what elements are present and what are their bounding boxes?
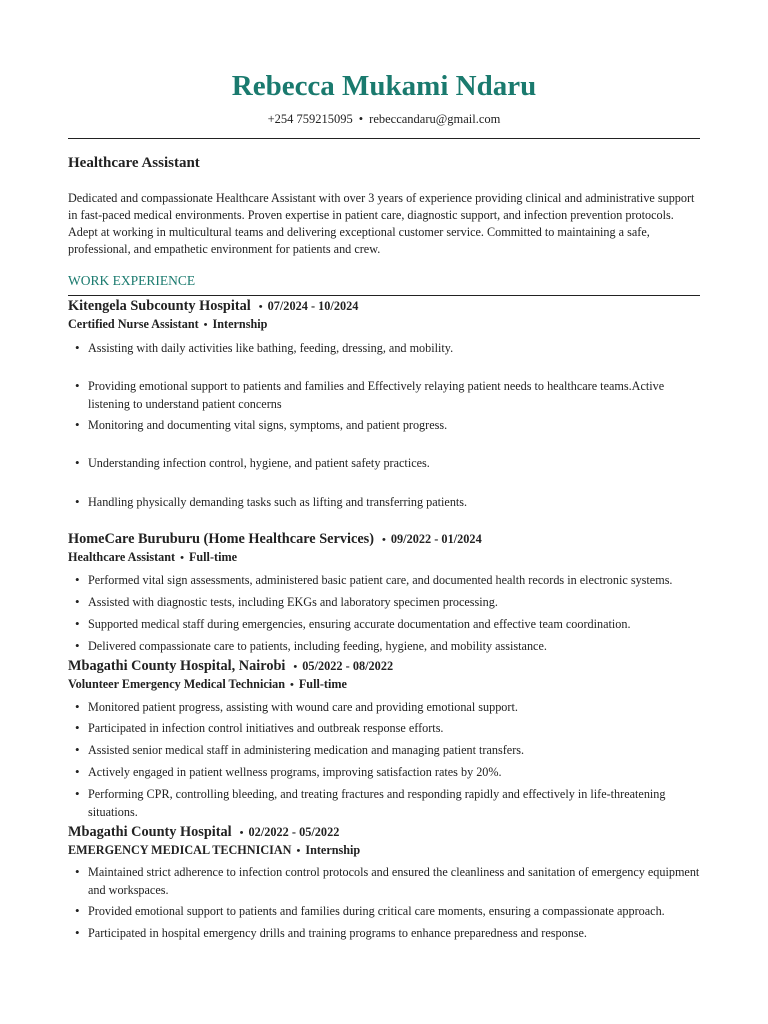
job-bullet: • Assisting with daily activities like bathing, feeding, dressing, and mobility. bbox=[88, 339, 700, 357]
header-divider bbox=[68, 138, 700, 139]
job-role-line bbox=[68, 843, 700, 858]
professional-headline: Healthcare Assistant bbox=[68, 155, 200, 171]
job-header bbox=[68, 658, 700, 675]
job-role: Certified Nurse Assistant bbox=[68, 317, 199, 331]
separator-dot: • bbox=[296, 845, 301, 857]
email-address: rebeccandaru@gmail.com bbox=[369, 112, 501, 126]
job-type: Internship bbox=[305, 843, 361, 857]
job-role-line bbox=[68, 677, 700, 692]
job-type: Full-time bbox=[188, 550, 238, 564]
job-header bbox=[68, 298, 700, 315]
job-header bbox=[68, 824, 700, 841]
job-bullet: • Performed vital sign assessments, administered basic patient care, and documented health records in electronic systems. bbox=[88, 571, 700, 589]
job-entry bbox=[68, 298, 700, 509]
job-entry bbox=[68, 531, 700, 653]
job-role: EMERGENCY MEDICAL TECHNICIAN bbox=[68, 843, 292, 857]
job-bullet: • Providing emotional support to patients and families and Effectively relaying patient needs to healthcare teams.Active listening to understand patient concerns bbox=[88, 377, 700, 413]
separator-dot: • bbox=[258, 301, 263, 313]
job-dates: 09/2022 - 01/2024 bbox=[390, 532, 482, 546]
professional-summary: Dedicated and compassionate Healthcare Assistant with over 3 years of experience providing clinical and administrative support in fast-paced medical environments. Proven expertise in patient care, diagnostic support, and infection prevention protocols. Adept at working in multicultural teams and delivering exceptional customer service. Committed to maintaining a safe, professional, and empathetic environment for patients and crew. bbox=[68, 191, 695, 256]
job-dates: 07/2024 - 10/2024 bbox=[267, 299, 359, 313]
section-divider bbox=[68, 295, 700, 296]
job-bullet: • Maintained strict adherence to infection control protocols and ensured the cleanliness and sanitation of emergency equipment and workspaces. bbox=[88, 863, 700, 899]
employer-name: HomeCare Buruburu (Home Healthcare Services) bbox=[68, 531, 375, 547]
job-bullet: • Handling physically demanding tasks such as lifting and transferring patients. bbox=[88, 493, 700, 511]
employer-name: Mbagathi County Hospital, Nairobi bbox=[68, 658, 286, 674]
separator-dot: • bbox=[180, 552, 184, 564]
job-entry bbox=[68, 824, 700, 940]
separator-dot: • bbox=[290, 679, 294, 691]
separator-dot: • bbox=[203, 319, 208, 331]
separator-dot: • bbox=[239, 827, 244, 839]
job-type: Internship bbox=[212, 317, 268, 331]
job-header bbox=[68, 531, 700, 548]
job-dates: 05/2022 - 08/2022 bbox=[302, 659, 394, 673]
separator-dot: • bbox=[293, 661, 298, 673]
job-bullet: • Participated in hospital emergency drills and training programs to enhance preparedness and response. bbox=[88, 924, 700, 942]
contact-line bbox=[0, 112, 768, 127]
candidate-name: Rebecca Mukami Ndaru bbox=[231, 70, 537, 102]
job-bullet: • Understanding infection control, hygiene, and patient safety practices. bbox=[88, 454, 700, 472]
employer-name: Kitengela Subcounty Hospital bbox=[68, 298, 251, 314]
phone-number: +254 759215095 bbox=[267, 112, 353, 126]
job-bullet: • Actively engaged in patient wellness programs, improving satisfaction rates by 20%. bbox=[88, 763, 700, 781]
job-role: Healthcare Assistant bbox=[68, 550, 176, 564]
separator-dot: • bbox=[382, 534, 386, 546]
job-bullet: • Supported medical staff during emergencies, ensuring accurate documentation and effective team coordination. bbox=[88, 615, 700, 633]
job-bullet: • Provided emotional support to patients and families during critical care moments, ensuring a compassionate approach. bbox=[88, 902, 700, 920]
job-type: Full-time bbox=[298, 677, 347, 691]
job-bullet: • Monitored patient progress, assisting with wound care and providing emotional support. bbox=[88, 698, 700, 716]
job-bullet: • Performing CPR, controlling bleeding, and treating fractures and responding rapidly and effectively in life-threatening situations. bbox=[88, 785, 700, 821]
job-role-line bbox=[68, 550, 700, 565]
job-dates: 02/2022 - 05/2022 bbox=[248, 825, 340, 839]
job-role: Volunteer Emergency Medical Technician bbox=[68, 677, 285, 691]
employer-name: Mbagathi County Hospital bbox=[68, 824, 232, 840]
job-bullet: • Monitoring and documenting vital signs, symptoms, and patient progress. bbox=[88, 416, 700, 434]
job-role-line bbox=[68, 317, 700, 332]
job-entry bbox=[68, 658, 700, 819]
contact-separator: • bbox=[358, 112, 364, 126]
job-bullet: • Participated in infection control initiatives and outbreak response efforts. bbox=[88, 719, 700, 737]
job-bullet: • Assisted senior medical staff in administering medication and managing patient transfers. bbox=[88, 741, 700, 759]
job-bullet: • Assisted with diagnostic tests, including EKGs and laboratory specimen processing. bbox=[88, 593, 700, 611]
job-bullet: • Delivered compassionate care to patients, including feeding, hygiene, and mobility assistance. bbox=[88, 637, 700, 655]
section-title-work-experience: WORK EXPERIENCE bbox=[68, 273, 196, 288]
